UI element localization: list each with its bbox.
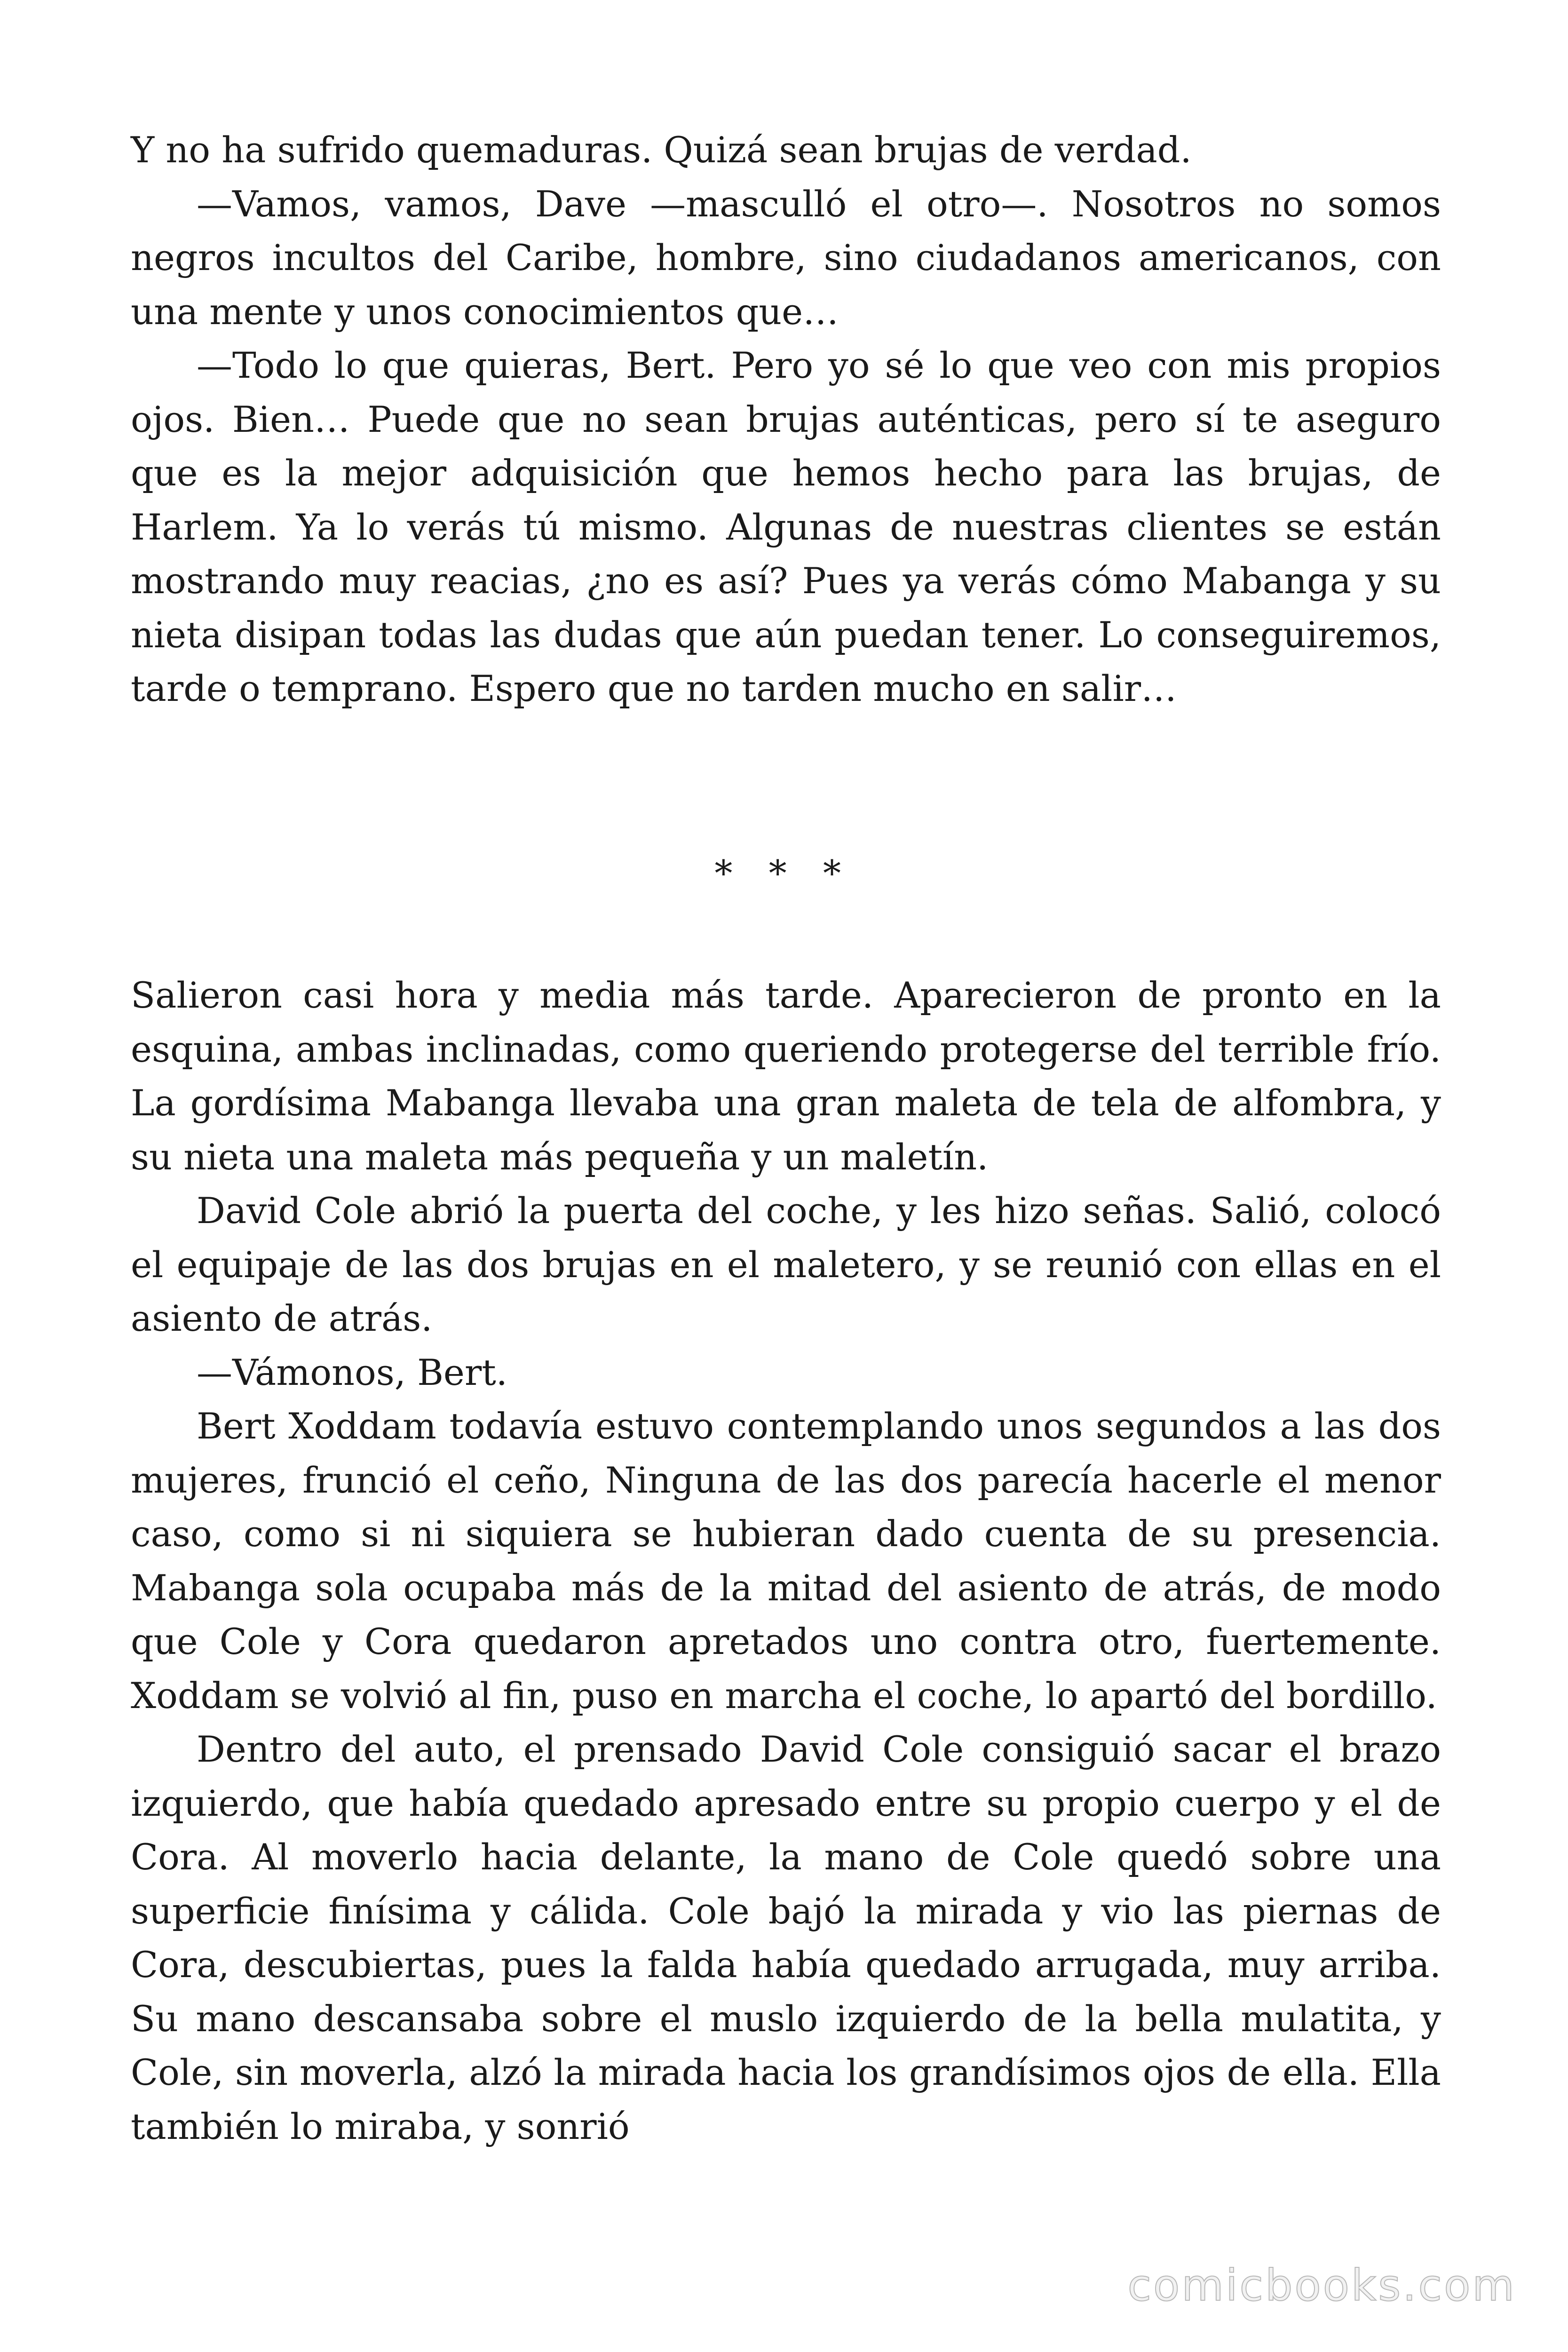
watermark: comicbooks.com [1127,2260,1516,2311]
paragraph: Y no ha sufrido quemaduras. Quizá sean brujas de verdad. [131,129,1192,171]
scene-break: * * * [714,852,854,894]
paragraph: —Vámonos, Bert. [197,1351,507,1393]
text-block-bottom [131,969,1441,2153]
paragraph: —Vamos, vamos, Dave —masculló el otro—. Nosotros no somos negros incultos del Caribe, hombre, sino ciudadanos americanos, con una mente y unos conocimientos que… [131,183,1441,333]
paragraph: —Todo lo que quieras, Bert. Pero yo sé lo que veo con mis propios ojos. Bien… Puede que no sean brujas auténticas, pero sí te aseguro que es la mejor adquisición que hemos hecho para las brujas, de Harlem. Ya lo verás tú mismo. Algunas de nuestras clientes se están mostrando muy reacias, ¿no es así? Pues ya verás cómo Mabanga y su nieta disipan todas las dudas que aún puedan tener. Lo conseguiremos, tarde o temprano. Espero que no tarden mucho en salir… [131,344,1441,709]
paragraph: David Cole abrió la puerta del coche, y les hizo señas. Salió, colocó el equipaje de las dos brujas en el maletero, y se reunió con ellas en el asiento de atrás. [131,1190,1441,1339]
paragraph: Salieron casi hora y media más tarde. Aparecieron de pronto en la esquina, ambas inclinadas, como queriendo protegerse del terrible frío. La gordísima Mabanga llevaba una gran maleta de tela de alfombra, y su nieta una maleta más pequeña y un maletín. [131,974,1441,1178]
paragraph: Bert Xoddam todavía estuvo contemplando unos segundos a las dos mujeres, frunció el ceño, Ninguna de las dos parecía hacerle el menor caso, como si ni siquiera se hubieran dado cuenta de su presencia. Mabanga sola ocupaba más de la mitad del asiento de atrás, de modo que Cole y Cora quedaron apretados uno contra otro, fuertemente. Xoddam se volvió al fin, puso en marcha el coche, lo apartó del bordillo. [131,1405,1441,1716]
text-block-top [131,123,1441,716]
paragraph: Dentro del auto, el prensado David Cole consiguió sacar el brazo izquierdo, que había quedado apresado entre su propio cuerpo y el de Cora. Al moverlo hacia delante, la mano de Cole quedó sobre una superficie finísima y cálida. Cole bajó la mirada y vio las piernas de Cora, descubiertas, pues la falda había quedado arrugada, muy arriba. Su mano descansaba sobre el muslo izquierdo de la bella mulatita, y Cole, sin moverla, alzó la mirada hacia los grandísimos ojos de ella. Ella también lo miraba, y sonrió [131,1728,1441,2147]
